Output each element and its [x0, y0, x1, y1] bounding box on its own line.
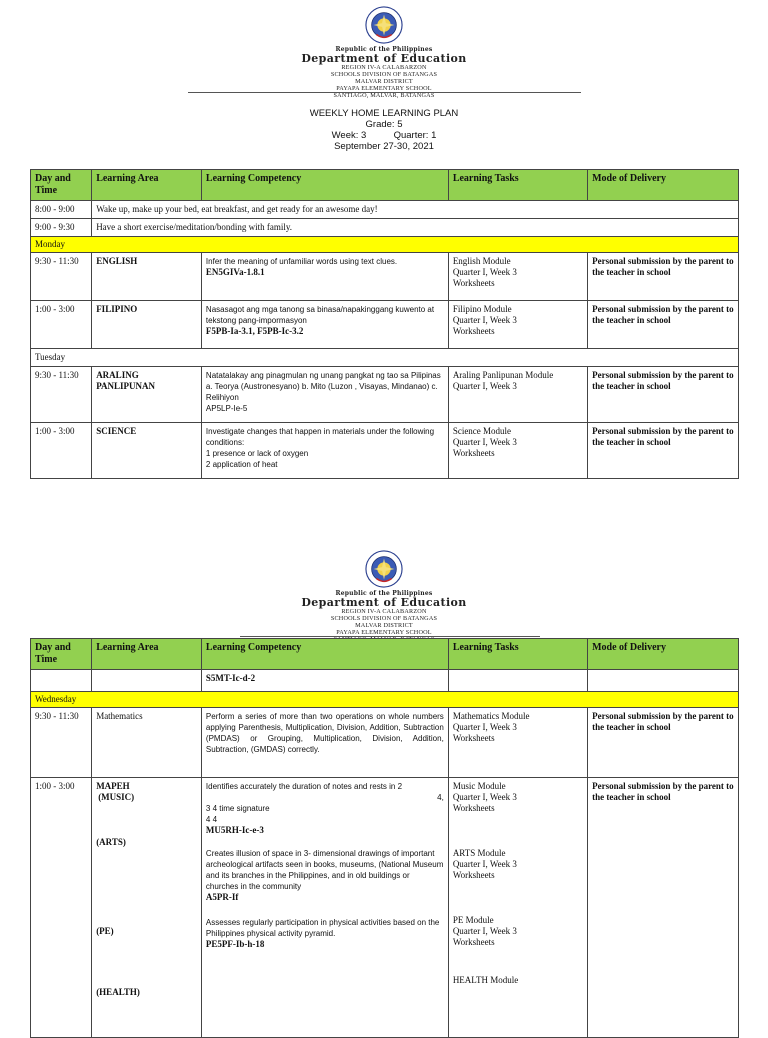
time-cell: 1:00 - 3:00 [31, 778, 92, 1038]
mode-cell: Personal submission by the parent to the teacher in school [588, 253, 739, 301]
col-day-time: Day and Time [31, 639, 92, 670]
table-row [31, 201, 739, 219]
district-line: MALVAR DISTRICT [355, 622, 413, 629]
school-line: PAYAPA ELEMENTARY SCHOOL [336, 629, 432, 636]
region-line: REGION IV-A CALABARZON [341, 64, 427, 71]
competency-code: EN5GIVa-1.8.1 [205, 267, 265, 277]
task-item: Quarter I, Week 3 [452, 859, 517, 869]
task-item: Worksheets [452, 733, 495, 743]
arts-competency: Creates illusion of space in 3- dimensional drawings of important archeological artifacts seen in books, museums, (National Museum and its branches in the Philippines, and in old buildings or churches in the community [205, 849, 444, 891]
task-item: Worksheets [452, 803, 495, 813]
competency-code: AP5LP-Ie-5 [205, 404, 248, 413]
task-item: Quarter I, Week 3 [452, 926, 517, 936]
page-2 [0, 544, 768, 997]
page-1 [0, 0, 768, 469]
time-cell [31, 670, 92, 692]
competency-text: Nasasagot ang mga tanong sa binasa/napakinggang kuwento at tekstong pang-impormasyon [205, 305, 435, 325]
task-item: Quarter I, Week 3 [452, 267, 517, 277]
plan-table-1 [30, 169, 739, 479]
time-cell: 9:30 - 11:30 [31, 708, 92, 778]
plan-dates: September 27-30, 2021 [334, 141, 434, 152]
area-cell: ARALING PANLIPUNAN [92, 367, 202, 423]
plan-week-quarter [0, 130, 768, 141]
arts-code: A5PR-If [205, 892, 239, 902]
col-learning-tasks: Learning Tasks [448, 170, 587, 201]
competency-text: Natatalakay ang pinagmulan ng unang pangkat ng tao sa Pilipinas a. Teorya (Austronesyano) b. Mito (Luzon , Visayas, Mindanao) c. Relihiyon [205, 371, 441, 402]
task-item: Araling Panlipunan Module [452, 370, 554, 380]
music-code: MU5RH-Ic-e-3 [205, 825, 264, 835]
competency-cell [201, 367, 448, 423]
pe-code: PE5PF-Ib-h-18 [205, 939, 265, 949]
area-cell [92, 778, 202, 1038]
area-health: (HEALTH) [96, 987, 140, 997]
header-divider [188, 92, 581, 93]
plan-title: WEEKLY HOME LEARNING PLAN [309, 108, 459, 119]
competency-cell: Perform a series of more than two operations on whole numbers applying Parenthesis, Multiplication, Division, Addition, Subtraction (PMDAS) or Grouping, Multiplication, Division, Addition, Subtraction, (GMDAS) correctly. [201, 708, 448, 778]
task-item: Quarter I, Week 3 [452, 722, 517, 732]
task-item: Quarter I, Week 3 [452, 381, 517, 391]
mode-cell: Personal submission by the parent to the teacher in school [588, 367, 739, 423]
task-item: Music Module [452, 781, 506, 791]
table-row [31, 219, 739, 237]
area-music: (MUSIC) [98, 792, 135, 802]
col-learning-area: Learning Area [92, 639, 202, 670]
mode-cell [588, 670, 739, 692]
task-item: English Module [452, 256, 511, 266]
task-item: Quarter I, Week 3 [452, 437, 517, 447]
time-cell: 9:00 - 9:30 [31, 219, 92, 237]
deped-seal-icon [365, 550, 403, 588]
competency-text: Infer the meaning of unfamiliar words using text clues. [205, 257, 398, 266]
time-cell: 1:00 - 3:00 [31, 423, 92, 479]
tasks-cell [448, 670, 587, 692]
task-item: Filipino Module [452, 304, 512, 314]
area-pe: (PE) [96, 926, 114, 936]
table-row [31, 367, 739, 423]
department-line: Department of Education [301, 52, 467, 65]
area-cell: SCIENCE [92, 423, 202, 479]
task-item: PE Module [452, 915, 494, 925]
republic-line: Republic of the Philippines [335, 590, 433, 597]
area-cell: Mathematics [92, 708, 202, 778]
plan-grade: Grade: 5 [365, 119, 403, 130]
task-item: Worksheets [452, 448, 495, 458]
music-time-signature: 3 4 time signature [205, 804, 270, 813]
time-cell: 1:00 - 3:00 [31, 301, 92, 349]
day-row-tuesday [31, 349, 739, 367]
table-row [31, 670, 739, 692]
mode-cell: Personal submission by the parent to the teacher in school [588, 301, 739, 349]
letterhead [0, 544, 768, 640]
music-competency: Identifies accurately the duration of notes and rests in 2 [205, 782, 403, 791]
task-item: Science Module [452, 426, 512, 436]
department-line: Department of Education [301, 596, 467, 609]
activity-cell: Wake up, make up your bed, eat breakfast, and get ready for an awesome day! [92, 201, 739, 219]
tasks-cell [448, 301, 587, 349]
col-day-time: Day and Time [31, 170, 92, 201]
music-time-signature-bottom: 4 4 [205, 815, 218, 824]
col-learning-competency: Learning Competency [201, 639, 448, 670]
competency-cell [201, 253, 448, 301]
plan-table-2 [30, 638, 739, 1038]
task-item: Worksheets [452, 870, 495, 880]
col-mode-of-delivery: Mode of Delivery [588, 170, 739, 201]
school-line: PAYAPA ELEMENTARY SCHOOL [336, 85, 432, 92]
division-line: SCHOOLS DIVISION OF BATANGAS [330, 615, 438, 622]
plan-week: Week: 3 [331, 130, 367, 141]
tasks-cell [448, 423, 587, 479]
header-row [31, 170, 739, 201]
task-item: Worksheets [452, 326, 495, 336]
task-item: Mathematics Module [452, 711, 530, 721]
address-line: SANTIAGO, MALVAR, BATANGAS [333, 92, 435, 99]
task-item: Quarter I, Week 3 [452, 792, 517, 802]
day-label: Tuesday [31, 349, 739, 367]
area-cell: ENGLISH [92, 253, 202, 301]
pe-competency: Assesses regularly participation in physical activities based on the Philippines physical activity pyramid. [205, 918, 440, 938]
time-cell: 9:30 - 11:30 [31, 253, 92, 301]
music-fraction-top: 4, [437, 793, 444, 802]
area-arts: (ARTS) [96, 837, 126, 847]
tasks-cell [448, 367, 587, 423]
deped-seal-icon [365, 6, 403, 44]
task-item: Worksheets [452, 278, 495, 288]
col-learning-tasks: Learning Tasks [448, 639, 587, 670]
division-line: SCHOOLS DIVISION OF BATANGAS [330, 71, 438, 78]
region-line: REGION IV-A CALABARZON [341, 608, 427, 615]
day-label: Wednesday [31, 692, 739, 708]
competency-cell [201, 301, 448, 349]
competency-code: S5MT-Ic-d-2 [201, 670, 448, 692]
tasks-cell [448, 778, 587, 1038]
competency-cell [201, 778, 448, 1038]
day-row-wednesday [31, 692, 739, 708]
task-item: Quarter I, Week 3 [452, 315, 517, 325]
plan-quarter: Quarter: 1 [393, 130, 437, 141]
competency-code: F5PB-Ia-3.1, F5PB-Ic-3.2 [205, 326, 304, 336]
header-row [31, 639, 739, 670]
tasks-cell [448, 253, 587, 301]
area-mapeh: MAPEH [96, 781, 130, 791]
competency-cell [201, 423, 448, 479]
mode-cell: Personal submission by the parent to the teacher in school [588, 423, 739, 479]
letterhead [0, 0, 768, 99]
header-divider [240, 636, 540, 637]
condition-item: 1 presence or lack of oxygen [205, 449, 309, 458]
district-line: MALVAR DISTRICT [355, 78, 413, 85]
area-cell: FILIPINO [92, 301, 202, 349]
table-row [31, 778, 739, 1038]
area-cell [92, 670, 202, 692]
day-row-monday [31, 237, 739, 253]
republic-line: Republic of the Philippines [335, 46, 433, 53]
mode-cell: Personal submission by the parent to the teacher in school [588, 708, 739, 778]
col-learning-area: Learning Area [92, 170, 202, 201]
plan-heading [0, 108, 768, 152]
col-mode-of-delivery: Mode of Delivery [588, 639, 739, 670]
competency-text: Investigate changes that happen in materials under the following conditions: [205, 427, 435, 447]
task-item: ARTS Module [452, 848, 506, 858]
activity-cell: Have a short exercise/meditation/bonding with family. [92, 219, 739, 237]
condition-item: 2 application of heat [205, 460, 278, 469]
tasks-cell [448, 708, 587, 778]
time-cell: 9:30 - 11:30 [31, 367, 92, 423]
table-row [31, 708, 739, 778]
table-row [31, 301, 739, 349]
table-row [31, 423, 739, 479]
table-row [31, 253, 739, 301]
task-item: Worksheets [452, 937, 495, 947]
day-label: Monday [31, 237, 739, 253]
col-learning-competency: Learning Competency [201, 170, 448, 201]
task-item: HEALTH Module [452, 975, 519, 985]
time-cell: 8:00 - 9:00 [31, 201, 92, 219]
mode-cell: Personal submission by the parent to the teacher in school [588, 778, 739, 1038]
